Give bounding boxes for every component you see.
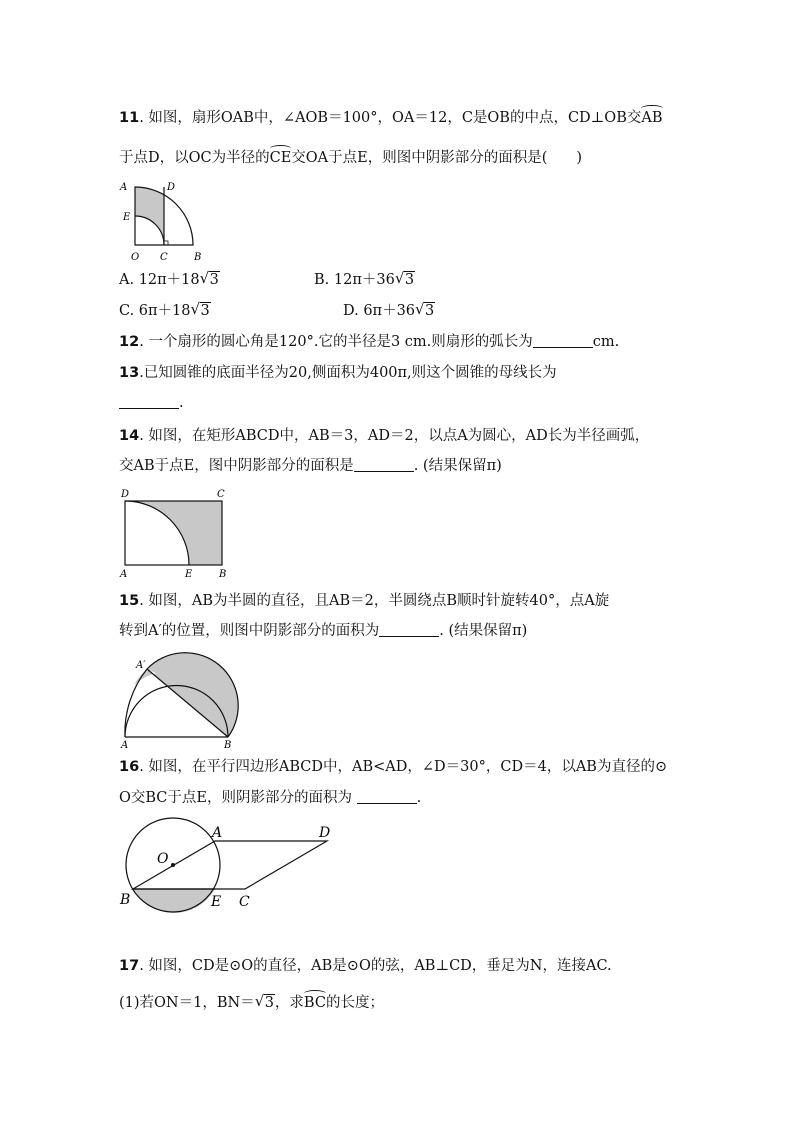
sqrt-symbol: √ 3 xyxy=(199,269,219,288)
sqrt-symbol: √ 3 xyxy=(254,992,274,1011)
arc-ce-label: CE xyxy=(269,150,292,166)
answer-blank[interactable] xyxy=(357,789,417,804)
q16-line2: O交BC于点E，则阴影部分的面积为 . xyxy=(119,790,422,806)
q16-label-b: B xyxy=(120,892,131,908)
q16-label-e: E xyxy=(211,894,222,910)
q14-line1: 14. 如图，在矩形ABCD中，AB＝3，AD＝2，以点A为圆心，AD长为半径画弧， xyxy=(119,428,650,444)
q14-label-c: C xyxy=(217,489,225,500)
q14-shaded-region xyxy=(125,501,222,565)
q15-number: 15 xyxy=(119,593,140,609)
q11-figure xyxy=(115,180,215,266)
q15-shaded-region xyxy=(134,653,238,737)
q11-label-d: D xyxy=(167,182,176,193)
q16-label-a: A xyxy=(212,825,223,841)
q17-line1: 17. 如图，CD是⊙O的直径，AB是⊙O的弦，AB⊥CD，垂足为N，连接AC. xyxy=(119,958,612,974)
answer-blank[interactable] xyxy=(119,394,179,409)
q12-line: 12. 一个扇形的圆心角是120°.它的半径是3 cm.则扇形的弧长为 cm. xyxy=(119,334,620,350)
q14-number: 14 xyxy=(119,428,140,444)
q11-label-b: B xyxy=(194,252,202,263)
q14-label-d: D xyxy=(121,489,130,500)
q16-label-o: O xyxy=(157,851,169,867)
q13-number: 13 xyxy=(119,365,140,381)
q14-label-a: A xyxy=(120,569,128,580)
q16-figure xyxy=(115,818,350,918)
sqrt-symbol: √ 3 xyxy=(415,300,435,319)
sqrt-symbol: √ 3 xyxy=(394,269,415,288)
q11-option-b[interactable]: B. 12π＋36 √ 3 xyxy=(314,269,415,288)
q13-answer-line: . xyxy=(119,393,184,413)
answer-blank[interactable] xyxy=(354,457,414,472)
sqrt-symbol: √ 3 xyxy=(190,300,210,319)
arc-ab-label: AB xyxy=(641,110,663,126)
q15-line1: 15. 如图，AB为半圆的直径，且AB＝2，半圆绕点B顺时针旋转40°，点A旋 xyxy=(119,593,610,609)
q11-label-a: A xyxy=(120,182,128,193)
q14-label-b: B xyxy=(219,569,227,580)
q11-right-angle-mark xyxy=(164,241,168,245)
q15-figure xyxy=(115,648,250,750)
answer-blank[interactable] xyxy=(533,333,593,348)
q11-label-c: C xyxy=(160,252,168,263)
answer-blank[interactable] xyxy=(379,622,439,637)
q12-number: 12 xyxy=(119,334,140,350)
arc-bc-label: BC xyxy=(303,995,326,1011)
q11-number: 11 xyxy=(119,110,140,126)
q16-label-d: D xyxy=(319,825,331,841)
q15-label-b: B xyxy=(224,740,232,751)
q15-label-a1: A′ xyxy=(136,660,146,671)
q11-label-e: E xyxy=(123,212,131,223)
q16-label-c: C xyxy=(239,894,250,910)
q11-line2: 于点D，以OC为半径的CE交OA于点E，则图中阴影部分的面积是( ) xyxy=(119,150,583,166)
q17-line2: (1)若ON＝1，BN＝ √ 3，求BC的长度； xyxy=(119,992,384,1011)
q15-label-a: A xyxy=(121,740,129,751)
q14-label-e: E xyxy=(185,569,193,580)
q14-figure xyxy=(115,486,240,581)
q11-line1: 11. 如图，扇形OAB中，∠AOB＝100°，OA＝12，C是OB的中点，CD⊥OB交AB xyxy=(119,110,663,126)
q11-option-c[interactable]: C. 6π＋18 √ 3 xyxy=(119,300,210,319)
q16-number: 16 xyxy=(119,759,140,775)
q16-line1: 16. 如图，在平行四边形ABCD中，AB<AD，∠D＝30°，CD＝4，以AB为直径的⊙ xyxy=(119,759,668,775)
q13-line: 13.已知圆锥的底面半径为20,侧面积为400π,则这个圆锥的母线长为 xyxy=(119,365,557,381)
q11-label-o: O xyxy=(131,252,140,263)
q15-outer-arc xyxy=(125,669,147,737)
q17-number: 17 xyxy=(119,958,140,974)
q16-center-dot xyxy=(171,863,175,867)
q15-line2: 转到A′的位置，则图中阴影部分的面积为 . (结果保留π) xyxy=(119,623,528,639)
q14-line2: 交AB于点E，图中阴影部分的面积是 . (结果保留π) xyxy=(119,458,502,474)
q11-option-a[interactable]: A. 12π＋18 √ 3 xyxy=(119,269,219,288)
q11-option-d[interactable]: D. 6π＋36 √ 3 xyxy=(343,300,435,319)
